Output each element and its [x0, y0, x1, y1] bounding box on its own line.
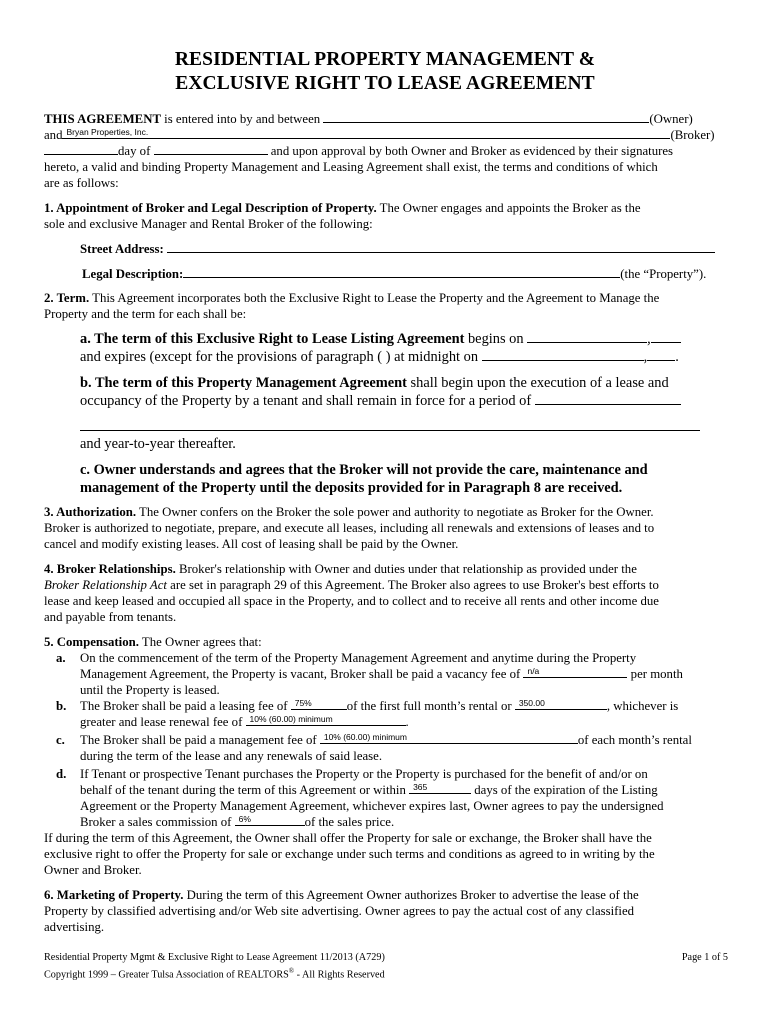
section-6-line-2: Property by classified advertising and/or Web site advertising. Owner agrees to pay the actual cost of any classified [44, 904, 635, 918]
item-d-line-4: Broker a sales commission of 6% of the sales price. [80, 814, 395, 829]
section-5-heading: 5. Compensation. [44, 635, 139, 649]
renewal-fee-value: 10% (60.00) minimum [249, 714, 333, 724]
agreement-month-field[interactable] [154, 143, 268, 155]
vacancy-fee-value: n/a [527, 666, 540, 676]
management-period-extra-line[interactable] [80, 430, 700, 431]
section-5-after-line-3: Owner and Broker. [44, 863, 142, 877]
document-title-line-2: EXCLUSIVE RIGHT TO LEASE AGREEMENT [175, 73, 595, 94]
item-c-line-1: The Broker shall be paid a management fee of 10% (60.00) minimum of each month’s rental [80, 732, 692, 747]
minimum-rental-value: 350.00 [518, 698, 545, 708]
legal-description-label: Legal Description: [82, 267, 184, 281]
listing-begin-year-field[interactable] [651, 331, 681, 343]
term-a-line-2: and expires (except for the provisions of paragraph ( ) at midnight on , . [80, 349, 679, 365]
section-3-line-1: 3. Authorization. The Owner confers on the Broker the sole power and authority to negotiate as Broker for the Owner. [44, 505, 654, 519]
registered-mark: ® [288, 967, 295, 975]
section-1-line-1: 1. Appointment of Broker and Legal Description of Property. The Owner engages and appoints the Broker as the [44, 201, 641, 215]
legal-description-field[interactable] [183, 266, 620, 278]
street-address-field[interactable] [167, 241, 715, 253]
section-1-heading: 1. Appointment of Broker and Legal Description of Property. [44, 201, 377, 215]
item-a-line-2: Management Agreement, the Property is vacant, Broker shall be paid a vacancy fee of n/a per month [80, 666, 683, 681]
section-4-line-3: lease and keep leased and occupied all space in the Property, and to collect and to receive all rents and other income due [44, 594, 659, 608]
section-5-after-line-1: If during the term of this Agreement, the Owner shall offer the Property for sale or exchange, the Broker shall have the [44, 831, 652, 845]
section-1-line-2: sole and exclusive Manager and Rental Broker of the following: [44, 217, 373, 231]
management-period-field[interactable] [535, 393, 681, 405]
broker-label: (Broker) [670, 128, 715, 142]
item-d-line-3: Agreement or the Property Management Agreement, whichever expires last, Owner agrees to pay the undersigned [80, 799, 664, 813]
section-6-line-3: advertising. [44, 920, 105, 934]
section-3-heading: 3. Authorization. [44, 505, 137, 519]
item-a-letter: a. [56, 651, 66, 665]
listing-expire-year-field[interactable] [647, 349, 675, 361]
intro-line-4: hereto, a valid and binding Property Management and Leasing Agreement shall exist, the terms and conditions of which [44, 160, 658, 174]
term-c-line-1: c. Owner understands and agrees that the Broker will not provide the care, maintenance and [80, 462, 648, 478]
days-after-expiration-field[interactable] [409, 782, 471, 794]
leasing-fee-field[interactable] [291, 698, 347, 710]
section-4-line-2: Broker Relationship Act are set in paragraph 29 of this Agreement. The Broker also agrees to use Broker's best efforts to [44, 578, 659, 592]
vacancy-fee-field[interactable] [523, 666, 627, 678]
section-3-line-3: cancel and modify existing leases. All cost of leasing shall be paid by the Owner. [44, 537, 459, 551]
section-3-line-2: Broker is authorized to negotiate, prepare, and execute all leases, including all renewals and extensions of leases and to [44, 521, 655, 535]
listing-begin-date-field[interactable] [527, 331, 647, 343]
intro-line-2: and Bryan Properties, Inc. (Broker) [44, 127, 715, 142]
leasing-fee-value: 75% [294, 698, 312, 708]
listing-expire-date-field[interactable] [482, 349, 644, 361]
section-6-heading: 6. Marketing of Property. [44, 888, 184, 902]
term-b-line-4: and year-to-year thereafter. [80, 436, 236, 452]
section-4-heading: 4. Broker Relationships. [44, 562, 176, 576]
item-d-letter: d. [56, 767, 67, 781]
document-title-line-1: RESIDENTIAL PROPERTY MANAGEMENT & [174, 49, 596, 70]
section-4-line-1: 4. Broker Relationships. Broker's relationship with Owner and duties under that relationship as provided under the [44, 562, 637, 576]
item-c-letter: c. [56, 733, 65, 747]
street-address-label: Street Address: [80, 242, 167, 256]
sales-commission-value: 6% [238, 814, 251, 824]
footer-form-title: Residential Property Mgmt & Exclusive Right to Lease Agreement 11/2013 (A729) [44, 952, 385, 963]
term-c-line-2: management of the Property until the deposits provided for in Paragraph 8 are received. [80, 480, 623, 496]
footer-line-1 [44, 951, 728, 964]
item-d-line-2: behalf of the tenant during the term of this Agreement or within 365 days of the expiration of the Listing [80, 782, 658, 797]
item-c-line-2: during the term of the lease and any renewals of said lease. [80, 749, 383, 763]
agreement-day-field[interactable] [44, 143, 118, 155]
minimum-rental-field[interactable] [515, 698, 607, 710]
intro-line-3: day of and upon approval by both Owner and Broker as evidenced by their signatures [44, 143, 728, 159]
intro-line-1: THIS AGREEMENT is entered into by and between (Owner) [44, 112, 693, 126]
term-b-line-1: b. The term of this Property Management Agreement shall begin upon the execution of a lease and [80, 375, 669, 391]
section-5-after-line-2: exclusive right to offer the Property for sale or exchange under such terms and conditions as agreed to in writing by the [44, 847, 655, 861]
item-b-letter: b. [56, 699, 67, 713]
term-b-line-2: occupancy of the Property by a tenant and shall remain in force for a period of [80, 392, 728, 410]
property-label: (the “Property”). [620, 267, 707, 281]
sales-commission-field[interactable] [235, 814, 305, 826]
section-4-line-4: and payable from tenants. [44, 610, 177, 624]
broker-name-value: Bryan Properties, Inc. [66, 127, 149, 137]
section-6-line-1: 6. Marketing of Property. During the term of this Agreement Owner authorizes Broker to advertise the lease of the [44, 888, 639, 902]
section-2-heading: 2. Term. [44, 291, 90, 305]
item-a-line-1: On the commencement of the term of the Property Management Agreement and anytime during the Property [80, 651, 637, 665]
section-5-line-1: 5. Compensation. The Owner agrees that: [44, 635, 262, 649]
owner-label: (Owner) [649, 112, 693, 126]
item-b-line-1: The Broker shall be paid a leasing fee of 75% of the first full month’s rental or 350.00 , whichever is [80, 698, 679, 713]
management-fee-field[interactable] [320, 732, 578, 744]
street-address-row [80, 241, 728, 257]
item-b-line-2: greater and lease renewal fee of 10% (60.00) minimum . [80, 714, 409, 729]
term-a-line-1: a. The term of this Exclusive Right to Lease Listing Agreement begins on , [80, 330, 728, 348]
intro-line-5: are as follows: [44, 176, 119, 190]
item-d-line-1: If Tenant or prospective Tenant purchases the Property or the Property is purchased for the benefit of and/or on [80, 767, 648, 781]
section-2-line-2: Property and the term for each shall be: [44, 307, 247, 321]
broker-name-field[interactable] [62, 127, 670, 139]
owner-name-field[interactable] [323, 111, 649, 123]
section-2-line-1: 2. Term. This Agreement incorporates both the Exclusive Right to Lease the Property and the Agreement to Manage the [44, 291, 660, 305]
agreement-label: THIS AGREEMENT [44, 112, 161, 126]
days-after-expiration-value: 365 [413, 782, 428, 792]
legal-description-row [82, 266, 728, 282]
renewal-fee-field[interactable] [246, 714, 406, 726]
item-a-line-3: until the Property is leased. [80, 683, 220, 697]
management-fee-value: 10% (60.00) minimum [323, 732, 407, 742]
footer-page-number: Page 1 of 5 [681, 952, 728, 963]
footer-copyright: Copyright 1999 – Greater Tulsa Association of REALTORS® - All Rights Reserved [44, 967, 385, 981]
